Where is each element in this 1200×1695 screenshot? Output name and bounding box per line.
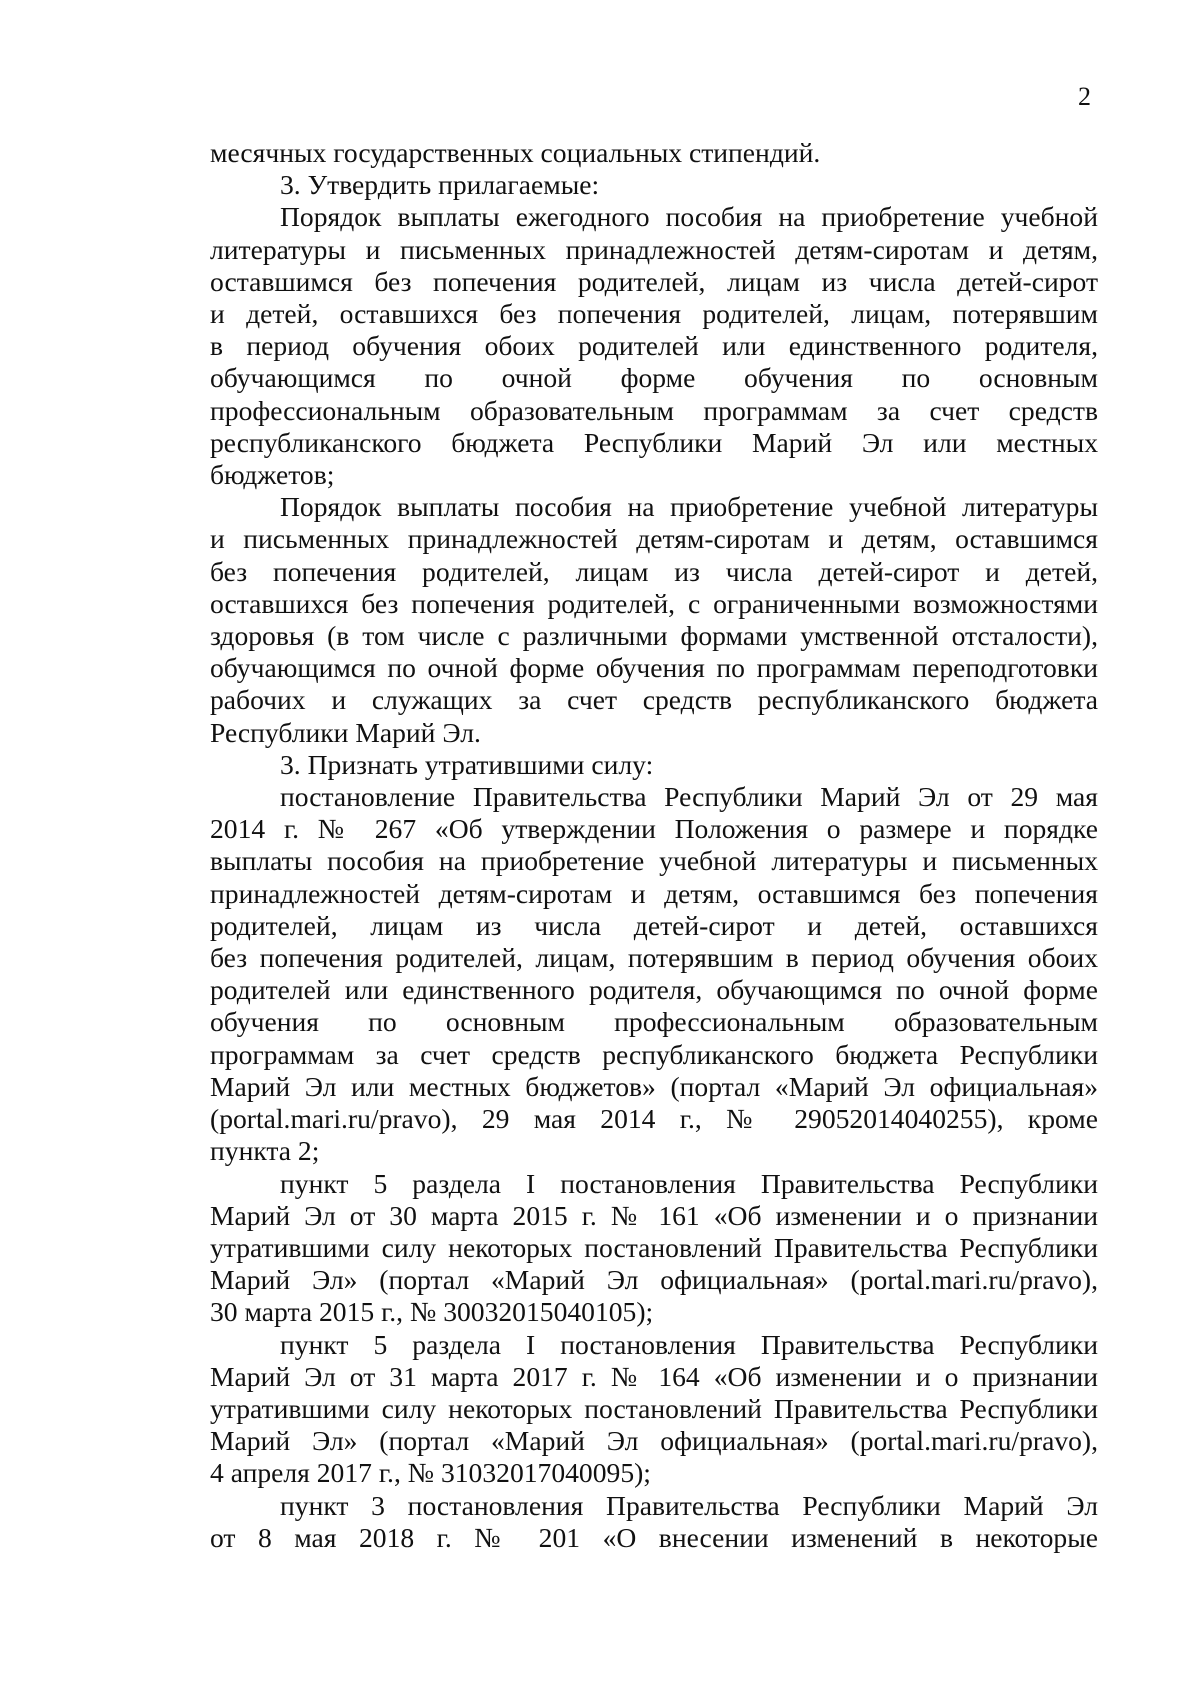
text-line: рабочих и служащих за счет средств республиканского бюджета: [210, 684, 1098, 716]
text-line: оставшихся без попечения родителей, с ограниченными возможностями: [210, 587, 1098, 619]
text-line: без попечения родителей, лицам, потерявшим в период обучения обоих: [210, 942, 1098, 974]
text-line: оставшимся без попечения родителей, лицам из числа детей-сирот: [210, 265, 1098, 297]
text-line: 4 апреля 2017 г., № 31032017040095);: [210, 1457, 651, 1489]
text-line: утратившими силу некоторых постановлений Правительства Республики: [210, 1231, 1098, 1263]
text-line: 30 марта 2015 г., № 30032015040105);: [210, 1296, 654, 1328]
text-line: Марий Эл от 30 марта 2015 г. № 161 «Об изменении и о признании: [210, 1199, 1098, 1231]
text-line: родителей или единственного родителя, обучающимся по очной форме: [210, 974, 1098, 1006]
text-line: родителей, лицам из числа детей-сирот и детей, оставшихся: [210, 909, 1098, 941]
text-line: 2014 г. № 267 «Об утверждении Положения о размере и порядке: [210, 813, 1098, 845]
text-line: литературы и письменных принадлежностей детям-сиротам и детям,: [210, 233, 1098, 265]
text-line: пункта 2;: [210, 1135, 320, 1167]
text-line: (portal.mari.ru/pravo), 29 мая 2014 г., № 29052014040255), кроме: [210, 1103, 1098, 1135]
text-line: бюджетов;: [210, 459, 335, 491]
text-line: постановление Правительства Республики Марий Эл от 29 мая: [280, 781, 1098, 813]
text-line: от 8 мая 2018 г. № 201 «О внесении изменений в некоторые: [210, 1521, 1098, 1553]
text-line: Республики Марий Эл.: [210, 716, 481, 748]
text-line: профессиональным образовательным программам за счет средств: [210, 394, 1098, 426]
text-line: Порядок выплаты пособия на приобретение учебной литературы: [280, 491, 1098, 523]
text-line: и письменных принадлежностей детям-сиротам и детям, оставшимся: [210, 523, 1098, 555]
text-line: обучения по основным профессиональным образовательным: [210, 1006, 1098, 1038]
text-line: пункт 3 постановления Правительства Республики Марий Эл: [280, 1489, 1098, 1521]
text-line: Марий Эл» (портал «Марий Эл официальная» (portal.mari.ru/pravo),: [210, 1264, 1098, 1296]
text-line: здоровья (в том числе с различными формами умственной отсталости),: [210, 620, 1098, 652]
text-line: Марий Эл от 31 марта 2017 г. № 164 «Об изменении и о признании: [210, 1360, 1098, 1392]
text-line: обучающимся по очной форме обучения по основным: [210, 362, 1098, 394]
text-line: утратившими силу некоторых постановлений Правительства Республики: [210, 1392, 1098, 1424]
text-line: в период обучения обоих родителей или единственного родителя,: [210, 330, 1098, 362]
text-line: месячных государственных социальных стипендий.: [210, 137, 821, 168]
text-line: 3. Утвердить прилагаемые:: [280, 169, 600, 201]
text-line: Марий Эл или местных бюджетов» (портал «Марий Эл официальная»: [210, 1070, 1098, 1102]
text-line: и детей, оставшихся без попечения родителей, лицам, потерявшим: [210, 298, 1098, 330]
text-line: республиканского бюджета Республики Марий Эл или местных: [210, 426, 1098, 458]
document-body: [210, 137, 1098, 1554]
text-line: выплаты пособия на приобретение учебной литературы и письменных: [210, 845, 1098, 877]
text-line: программам за счет средств республиканского бюджета Республики: [210, 1038, 1098, 1070]
text-line: пункт 5 раздела I постановления Правительства Республики: [280, 1328, 1098, 1360]
text-line: Порядок выплаты ежегодного пособия на приобретение учебной: [280, 201, 1098, 233]
text-line: без попечения родителей, лицам из числа детей-сирот и детей,: [210, 555, 1098, 587]
text-line: обучающимся по очной форме обучения по программам переподготовки: [210, 652, 1098, 684]
text-line: пункт 5 раздела I постановления Правительства Республики: [280, 1167, 1098, 1199]
page-number: 2: [1078, 82, 1091, 111]
text-line: 3. Признать утратившими силу:: [280, 748, 654, 780]
text-line: принадлежностей детям-сиротам и детям, оставшимся без попечения: [210, 877, 1098, 909]
text-line: Марий Эл» (портал «Марий Эл официальная» (portal.mari.ru/pravo),: [210, 1425, 1098, 1457]
